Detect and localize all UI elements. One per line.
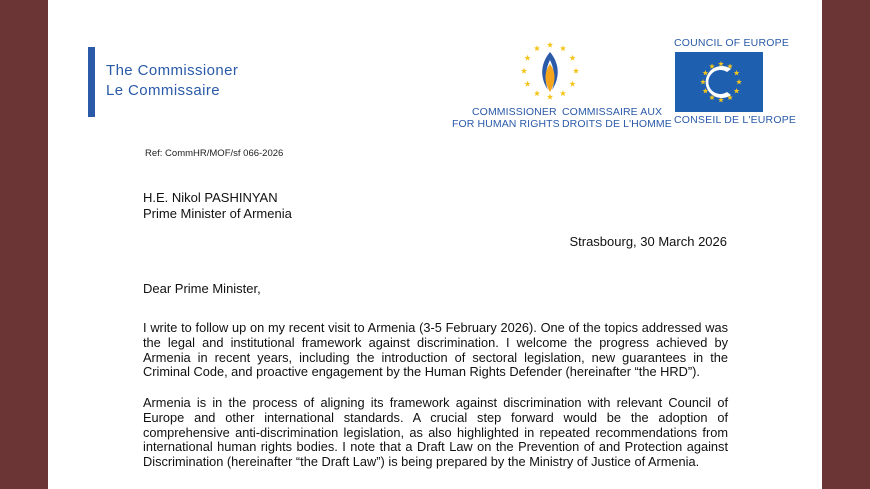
logo-star-icon bbox=[521, 68, 527, 74]
coe-french-name: CONSEIL DE L'EUROPE bbox=[674, 114, 797, 126]
commissioner-title-fr: Le Commissaire bbox=[106, 82, 220, 99]
commissioner-flame-logo-icon bbox=[518, 38, 582, 104]
logo-star-icon bbox=[573, 68, 579, 74]
logo-star-icon bbox=[560, 90, 566, 96]
logo-star-icon bbox=[569, 81, 575, 87]
logo-star-icon bbox=[534, 45, 540, 51]
council-of-europe-flag-logo-icon bbox=[675, 52, 763, 112]
recipient-name: H.E. Nikol PASHINYAN bbox=[143, 190, 278, 205]
chr-french-line-1: COMMISSAIRE AUX bbox=[562, 106, 663, 118]
commissioner-title bbox=[106, 61, 238, 101]
logo-star-icon bbox=[569, 55, 575, 61]
place-and-date: Strasbourg, 30 March 2026 bbox=[569, 234, 727, 249]
salutation: Dear Prime Minister, bbox=[143, 281, 261, 296]
logo-star-icon bbox=[547, 94, 553, 100]
chr-english-line-1: COMMISSIONER bbox=[472, 106, 557, 118]
logo-star-icon bbox=[534, 90, 540, 96]
body-paragraph-2: Armenia is in the process of aligning its framework against discrimination with relevant Council of Europe and other international standards. A crucial step forward would be the adoption of comprehensive anti-discrimination legislation, as also highlighted in repeated recommendations from international human rights bodies. I note that a Draft Law on the Prevention of and Protection against Discrimination (hereinafter “the Draft Law”) is being prepared by the Ministry of Justice of Armenia. bbox=[143, 395, 728, 470]
letter-page bbox=[48, 0, 822, 489]
commissioner-accent-bar bbox=[88, 47, 95, 117]
recipient-title: Prime Minister of Armenia bbox=[143, 206, 292, 221]
reference-number: Ref: CommHR/MOF/sf 066-2026 bbox=[145, 148, 284, 159]
chr-french-line-2: DROITS DE L'HOMME bbox=[562, 118, 672, 130]
logo-star-icon bbox=[547, 42, 553, 48]
coe-english-name: COUNCIL OF EUROPE bbox=[674, 37, 790, 49]
body-paragraph-1: I write to follow up on my recent visit to Armenia (3-5 February 2026). One of the topics addressed was the legal and institutional framework against discrimination. I welcome the progress achieved by Armenia in recent years, including the introduction of sectoral legislation, new guarantees in the Criminal Code, and proactive engagement by the Human Rights Defender (hereinafter “the HRD”). bbox=[143, 320, 728, 380]
commissioner-title-en: The Commissioner bbox=[106, 62, 239, 79]
chr-english-line-2: FOR HUMAN RIGHTS bbox=[452, 118, 560, 130]
logo-star-icon bbox=[524, 55, 530, 61]
logo-star-icon bbox=[560, 45, 566, 51]
logo-star-icon bbox=[524, 81, 530, 87]
